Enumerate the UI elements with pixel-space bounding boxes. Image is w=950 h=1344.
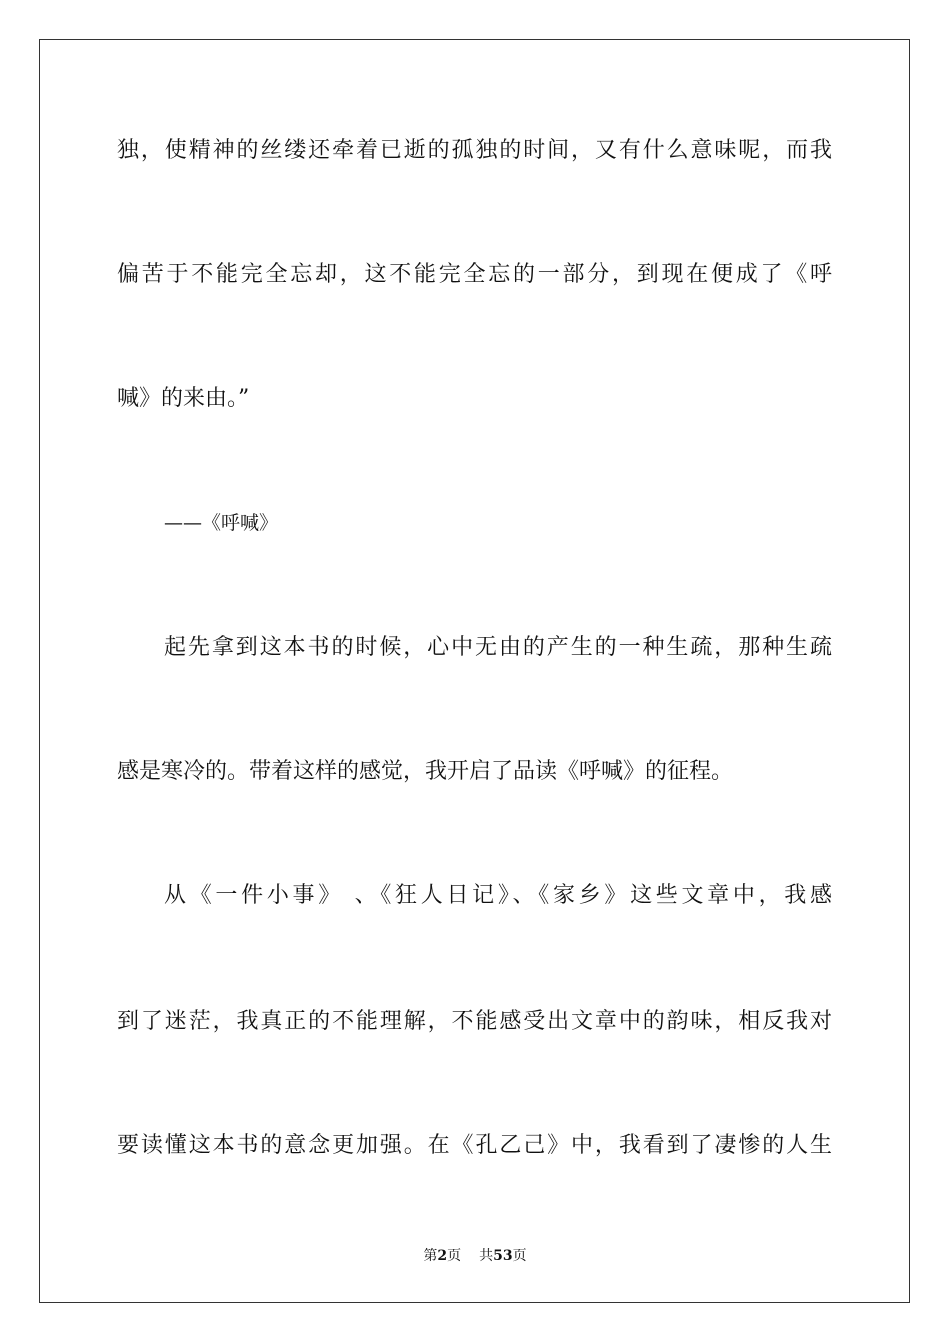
attribution-line: ——《呼喊》 bbox=[164, 512, 279, 534]
body-line-1: 独，使精神的丝缕还牵着已逝的孤独的时间，又有什么意味呢，而我 bbox=[117, 138, 832, 163]
footer-total-prefix: 共 bbox=[479, 1248, 494, 1264]
body-line-7: 从《一件小事》 、《狂人日记》、《家乡》这些文章中，我感 bbox=[164, 883, 832, 908]
body-line-3: 喊》的来由。” bbox=[117, 386, 250, 411]
body-line-5: 起先拿到这本书的时候，心中无由的产生的一种生疏，那种生疏 bbox=[164, 635, 832, 660]
footer-page-number: 2 bbox=[437, 1248, 448, 1264]
footer-page-prefix: 第 bbox=[423, 1248, 438, 1264]
page-footer bbox=[0, 1247, 950, 1265]
footer-total-suffix: 页 bbox=[512, 1248, 527, 1264]
body-line-9: 要读懂这本书的意念更加强。在《孔乙己》中，我看到了凄惨的人生 bbox=[117, 1133, 832, 1158]
footer-total-pages: 53 bbox=[493, 1248, 513, 1264]
page-frame bbox=[39, 39, 910, 1303]
body-line-8: 到了迷茫，我真正的不能理解，不能感受出文章中的韵味，相反我对 bbox=[117, 1009, 832, 1034]
body-line-6: 感是寒冷的。带着这样的感觉，我开启了品读《呼喊》的征程。 bbox=[117, 759, 734, 784]
body-line-2: 偏苦于不能完全忘却，这不能完全忘的一部分，到现在便成了《呼 bbox=[117, 262, 832, 287]
footer-page-suffix: 页 bbox=[447, 1248, 462, 1264]
